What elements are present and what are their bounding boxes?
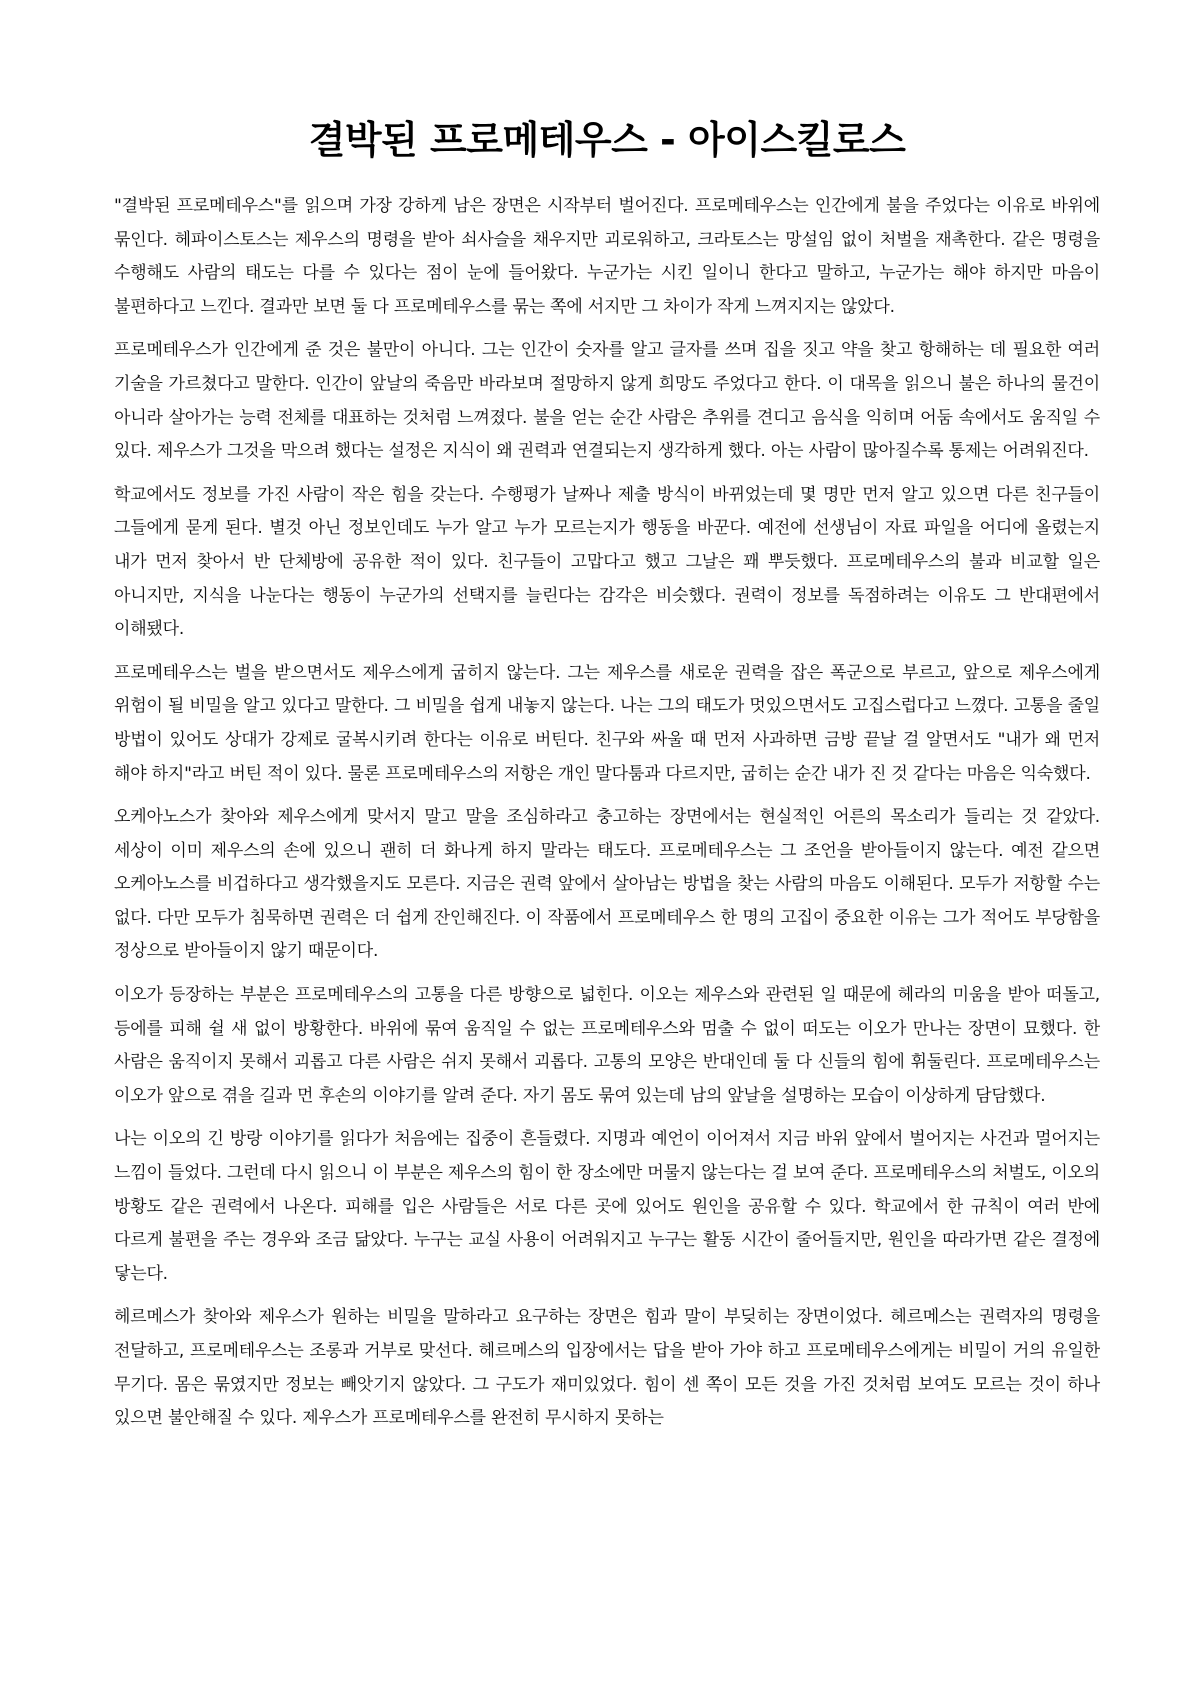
paragraph: 오케아노스가 찾아와 제우스에게 맞서지 말고 말을 조심하라고 충고하는 장면에서는 현실적인 어른의 목소리가 들리는 것 같았다. 세상이 이미 제우스의 손에 있으니 괜히 더 화나게 하지 말라는 태도다. 프로메테우스는 그 조언을 받아들이지 않는다. 예전 같으면 오케아노스를 비겁하다고 생각했을지도 모른다. 지금은 권력 앞에서 살아남는 방법을 찾는 사람의 마음도 이해된다. 모두가 저항할 수는 없다. 다만 모두가 침묵하면 권력은 더 쉽게 잔인해진다. 이 작품에서 프로메테우스 한 명의 고집이 중요한 이유는 그가 적어도 부당함을 정상으로 받아들이지 않기 때문이다. <box>114 807 1101 962</box>
paragraph: 나는 이오의 긴 방랑 이야기를 읽다가 처음에는 집중이 흔들렸다. 지명과 예언이 이어져서 지금 바위 앞에서 벌어지는 사건과 멀어지는 느낌이 들었다. 그런데 다시 읽으니 이 부분은 제우스의 힘이 한 장소에만 머물지 않는다는 걸 보여 준다. 프로메테우스의 처벌도, 이오의 방황도 같은 권력에서 나온다. 피해를 입은 사람들은 서로 다른 곳에 있어도 원인을 공유할 수 있다. 학교에서 한 규칙이 여러 반에 다르게 불편을 주는 경우와 조금 닮았다. 누구는 교실 사용이 어려워지고 누구는 활동 시간이 줄어들지만, 원인을 따라가면 같은 결정에 닿는다. <box>114 1129 1100 1284</box>
document-body <box>114 190 1100 1436</box>
document-title: 결박된 프로메테우스 - 아이스킬로스 <box>308 118 906 162</box>
paragraph: "결박된 프로메테우스"를 읽으며 가장 강하게 남은 장면은 시작부터 벌어진다. 프로메테우스는 인간에게 불을 주었다는 이유로 바위에 묶인다. 헤파이스토스는 제우스의 명령을 받아 쇠사슬을 채우지만 괴로워하고, 크라토스는 망설임 없이 처벌을 재촉한다. 같은 명령을 수행해도 사람의 태도는 다를 수 있다는 점이 눈에 들어왔다. 누군가는 시킨 일이니 한다고 말하고, 누군가는 해야 하지만 마음이 불편하다고 느낀다. 결과만 보면 둘 다 프로메테우스를 묶는 쪽에 서지만 그 차이가 작게 느껴지지는 않았다. <box>114 196 1100 317</box>
paragraph: 학교에서도 정보를 가진 사람이 작은 힘을 갖는다. 수행평가 날짜나 제출 방식이 바뀌었는데 몇 명만 먼저 알고 있으면 다른 친구들이 그들에게 묻게 된다. 별것 아닌 정보인데도 누가 알고 누가 모르는지가 행동을 바꾼다. 예전에 선생님이 자료 파일을 어디에 올렸는지 내가 먼저 찾아서 반 단체방에 공유한 적이 있다. 친구들이 고맙다고 했고 그날은 꽤 뿌듯했다. 프로메테우스의 불과 비교할 일은 아니지만, 지식을 나눈다는 행동이 누군가의 선택지를 늘린다는 감각은 비슷했다. 권력이 정보를 독점하려는 이유도 그 반대편에서 이해됐다. <box>114 484 1100 640</box>
paragraph: 이오가 등장하는 부분은 프로메테우스의 고통을 다른 방향으로 넓힌다. 이오는 제우스와 관련된 일 때문에 헤라의 미움을 받아 떠돌고, 등에를 피해 쉴 새 없이 방황한다. 바위에 묶여 움직일 수 없는 프로메테우스와 멈출 수 없이 떠도는 이오가 만나는 장면이 묘했다. 한 사람은 움직이지 못해서 괴롭고 다른 사람은 쉬지 못해서 괴롭다. 고통의 모양은 반대인데 둘 다 신들의 힘에 휘둘린다. 프로메테우스는 이오가 앞으로 겪을 길과 먼 후손의 이야기를 알려 준다. 자기 몸도 묶여 있는데 남의 앞날을 설명하는 모습이 이상하게 담담했다. <box>114 985 1100 1106</box>
paragraph: 프로메테우스가 인간에게 준 것은 불만이 아니다. 그는 인간이 숫자를 알고 글자를 쓰며 집을 짓고 약을 찾고 항해하는 데 필요한 여러 기술을 가르쳤다고 말한다. 인간이 앞날의 죽음만 바라보며 절망하지 않게 희망도 주었다고 한다. 이 대목을 읽으니 불은 하나의 물건이 아니라 살아가는 능력 전체를 대표하는 것처럼 느껴졌다. 불을 얻는 순간 사람은 추위를 견디고 음식을 익히며 어둠 속에서도 움직일 수 있다. 제우스가 그것을 막으려 했다는 설정은 지식이 왜 권력과 연결되는지 생각하게 했다. 아는 사람이 많아질수록 통제는 어려워진다. <box>114 340 1100 462</box>
paragraph: 프로메테우스는 벌을 받으면서도 제우스에게 굽히지 않는다. 그는 제우스를 새로운 권력을 잡은 폭군으로 부르고, 앞으로 제우스에게 위험이 될 비밀을 알고 있다고 말한다. 그 비밀을 쉽게 내놓지 않는다. 나는 그의 태도가 멋있으면서도 고집스럽다고 느꼈다. 고통을 줄일 방법이 있어도 상대가 강제로 굴복시키려 한다는 이유로 버틴다. 친구와 싸울 때 먼저 사과하면 금방 끝날 걸 알면서도 "내가 왜 먼저 해야 하지"라고 버틴 적이 있다. 물론 프로메테우스의 저항은 개인 말다툼과 다르지만, 굽히는 순간 내가 진 것 같다는 마음은 익숙했다. <box>114 662 1100 784</box>
paragraph: 헤르메스가 찾아와 제우스가 원하는 비밀을 말하라고 요구하는 장면은 힘과 말이 부딪히는 장면이었다. 헤르메스는 권력자의 명령을 전달하고, 프로메테우스는 조롱과 거부로 맞선다. 헤르메스의 입장에서는 답을 받아 가야 하고 프로메테우스에게는 비밀이 거의 유일한 무기다. 몸은 묶였지만 정보는 빼앗기지 않았다. 그 구도가 재미있었다. 힘이 센 쪽이 모든 것을 가진 것처럼 보여도 모르는 것이 하나 있으면 불안해질 수 있다. 제우스가 프로메테우스를 완전히 무시하지 못하는 <box>114 1307 1100 1429</box>
